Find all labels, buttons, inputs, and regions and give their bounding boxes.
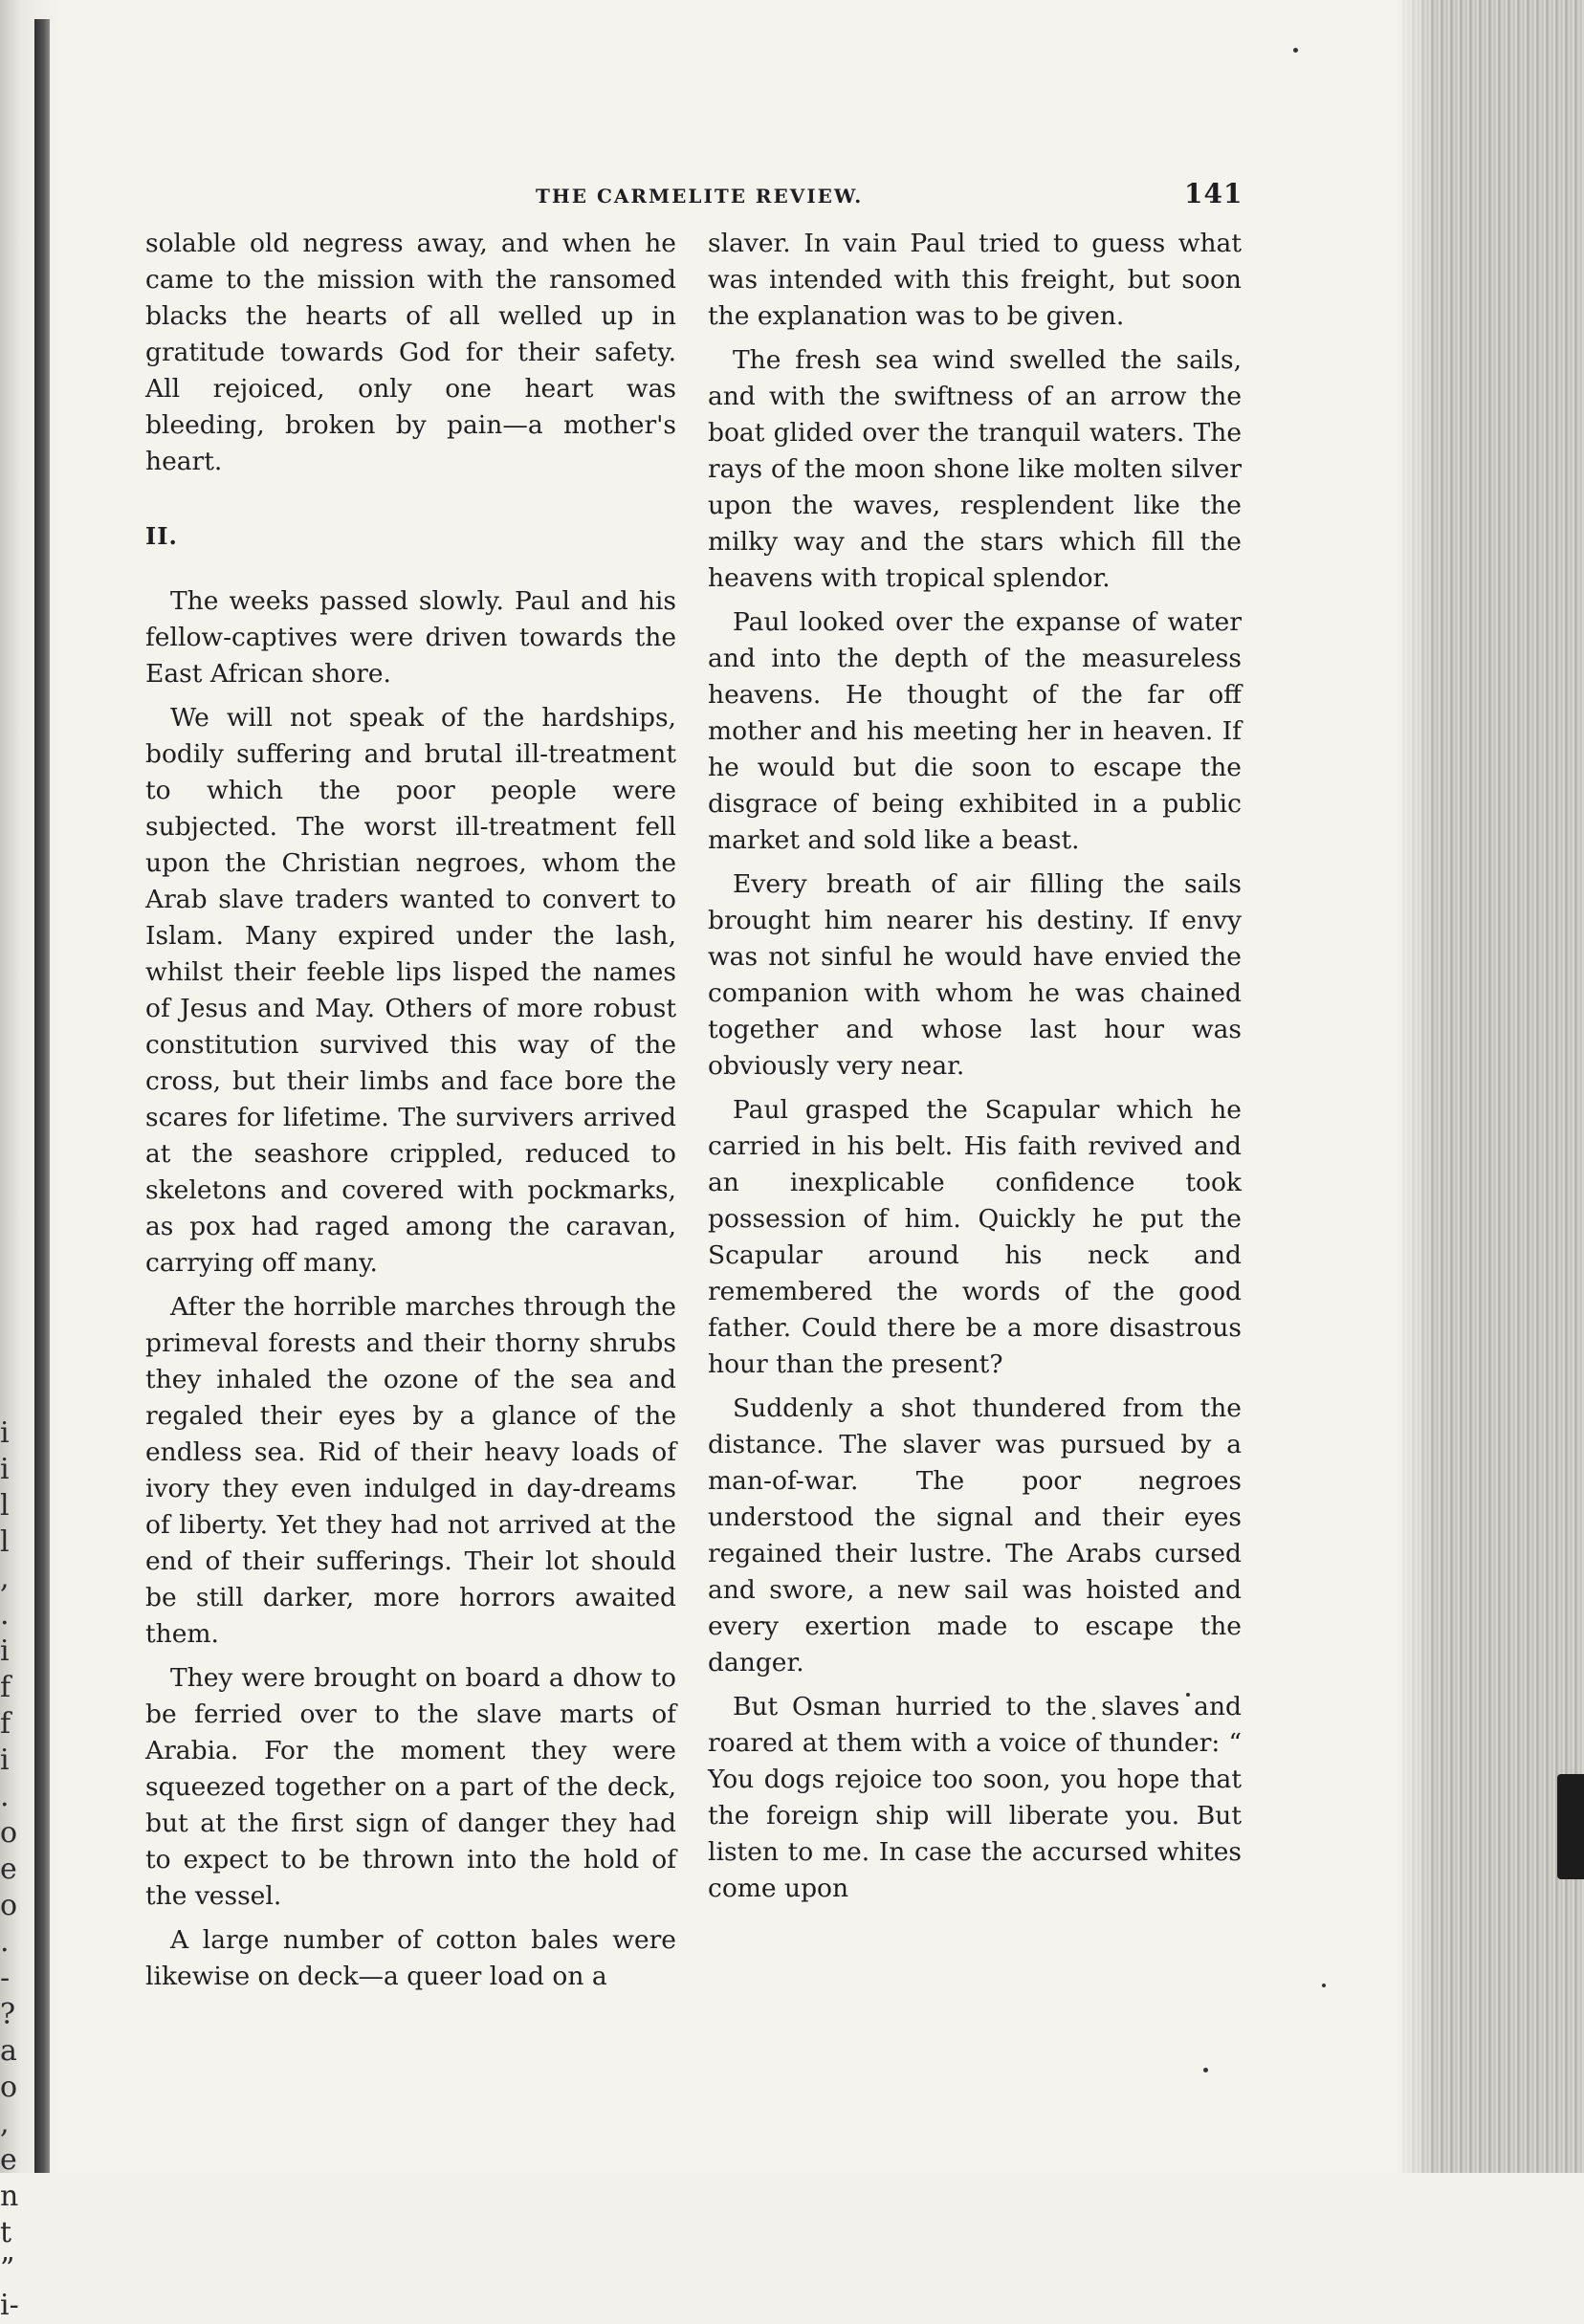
margin-fragment: ? [0, 1998, 16, 2031]
margin-fragment: ” [0, 2252, 15, 2286]
paragraph: Paul looked over the expanse of water and into the depth of the measureless heavens. He thought of the far off mother and his meeting her in heaven. If he would but die soon to escape the disgrace of being exhibited in a public market and sold like a beast. [708, 607, 1242, 855]
margin-fragment: . [0, 1780, 10, 1813]
margin-fragment: f [0, 1707, 11, 1741]
right-column [708, 226, 1242, 1907]
margin-fragment: a [0, 2034, 17, 2068]
margin-fragment: i [0, 1743, 10, 1777]
margin-fragment: i [0, 1416, 10, 1450]
margin-fragment: o [0, 1816, 18, 1850]
paragraph: solable old negress away, and when he came to the mission with the ransomed blacks the hearts of all welled up in gratitude towards God for their safety. All rejoiced, only one heart was bleeding, broken by pain—a mother's heart. [145, 229, 676, 476]
paragraph: After the horrible marches through the primeval forests and their thorny shrubs they inhaled the ozone of the sea and regaled their eyes by a glance of the endless sea. Rid of their heavy loads of ivory they even indulged in day-dreams of liberty. Yet they had not arrived at the end of their sufferings. Their lot should be still darker, more horrors awaited them. [145, 1292, 676, 1649]
margin-fragment: e [0, 1853, 17, 1886]
paragraph: Paul grasped the Scapular which he carried in his belt. His faith revived and an inexplicable confidence took possession of him. Quickly he put the Scapular around his neck and remembered the words of the good father. Could there be a more disastrous hour than the present? [708, 1095, 1242, 1379]
dust-speck [1293, 48, 1298, 53]
paragraph: Every breath of air filling the sails brought him nearer his destiny. If envy was not sinful he would have envied the companion with whom he was chained together and whose last hour was obviously very near. [708, 869, 1242, 1081]
left-column [145, 226, 676, 1995]
paragraph: We will not speak of the hardships, bodily suffering and brutal ill-treatment to which the poor people were subjected. The worst ill-treatment fell upon the Christian negroes, whom the Arab slave traders wanted to convert to Islam. Many expired under the lash, whilst their feeble lips lisped the names of Jesus and May. Others of more robust constitution survived this way of the cross, but their limbs and face bore the scares for lifetime. The survivers arrived at the seashore crippled, reduced to skeletons and covered with pockmarks, as pox had raged among the caravan, carrying off many. [145, 703, 676, 1278]
section-numeral: II. [145, 522, 178, 550]
margin-fragment: l [0, 1525, 10, 1559]
margin-fragment: e [0, 2143, 17, 2177]
running-title: THE CARMELITE REVIEW. [536, 185, 864, 208]
margin-fragment: i- [0, 2289, 19, 2322]
margin-fragment: , [0, 1562, 10, 1595]
margin-fragment: , [0, 2107, 10, 2140]
margin-fragment: i [0, 1453, 10, 1486]
edge-tab-marker [1557, 1774, 1584, 1879]
margin-fragment: i [0, 1634, 10, 1668]
margin-fragment: f [0, 1671, 11, 1704]
page-number: 141 [1184, 178, 1243, 209]
margin-fragment: o [0, 2071, 18, 2104]
dust-speck [1203, 2068, 1208, 2072]
margin-fragment: - [0, 1962, 11, 1995]
binding-edge [34, 19, 50, 2173]
paragraph: The fresh sea wind swelled the sails, and with the swiftness of an arrow the boat glided over the tranquil waters. The rays of the moon shone like molten silver upon the waves, resplendent like the milky way and the stars which fill the heavens with tropical splendor. [708, 345, 1242, 593]
margin-fragment: n [0, 2180, 19, 2213]
margin-fragment: o [0, 1889, 18, 1922]
paragraph: But Osman hurried to the slaves and roared at them with a voice of thunder: “ You dogs rejoice too soon, you hope that the foreign ship will liberate you. But listen to me. In case the accursed whites come upon [708, 1692, 1242, 1903]
margin-fragment: t [0, 2216, 12, 2249]
paragraph: The weeks passed slowly. Paul and his fellow-captives were driven towards the East African shore. [145, 586, 676, 689]
margin-fragment: . [0, 1598, 10, 1632]
paragraph: Suddenly a shot thundered from the distance. The slaver was pursued by a man-of-war. The poor negroes understood the signal and their eyes regained their lustre. The Arabs cursed and swore, a new sail was hoisted and every exertion made to escape the danger. [708, 1393, 1242, 1677]
margin-fragment: l [0, 1489, 10, 1523]
paragraph: They were brought on board a dhow to be ferried over to the slave marts of Arabia. For the moment they were squeezed together on a part of the deck, but at the first sign of danger they had to expect to be thrown into the hold of the vessel. [145, 1663, 676, 1911]
previous-page-margin-fragments [0, 1415, 19, 2324]
dust-speck [1322, 1984, 1326, 1987]
paragraph: slaver. In vain Paul tried to guess what was intended with this freight, but soon the explanation was to be given. [708, 229, 1242, 331]
page-edge-shade [1397, 0, 1435, 2173]
paragraph: A large number of cotton bales were likewise on deck—a queer load on a [145, 1925, 676, 1991]
margin-fragment: . [0, 1925, 10, 1959]
